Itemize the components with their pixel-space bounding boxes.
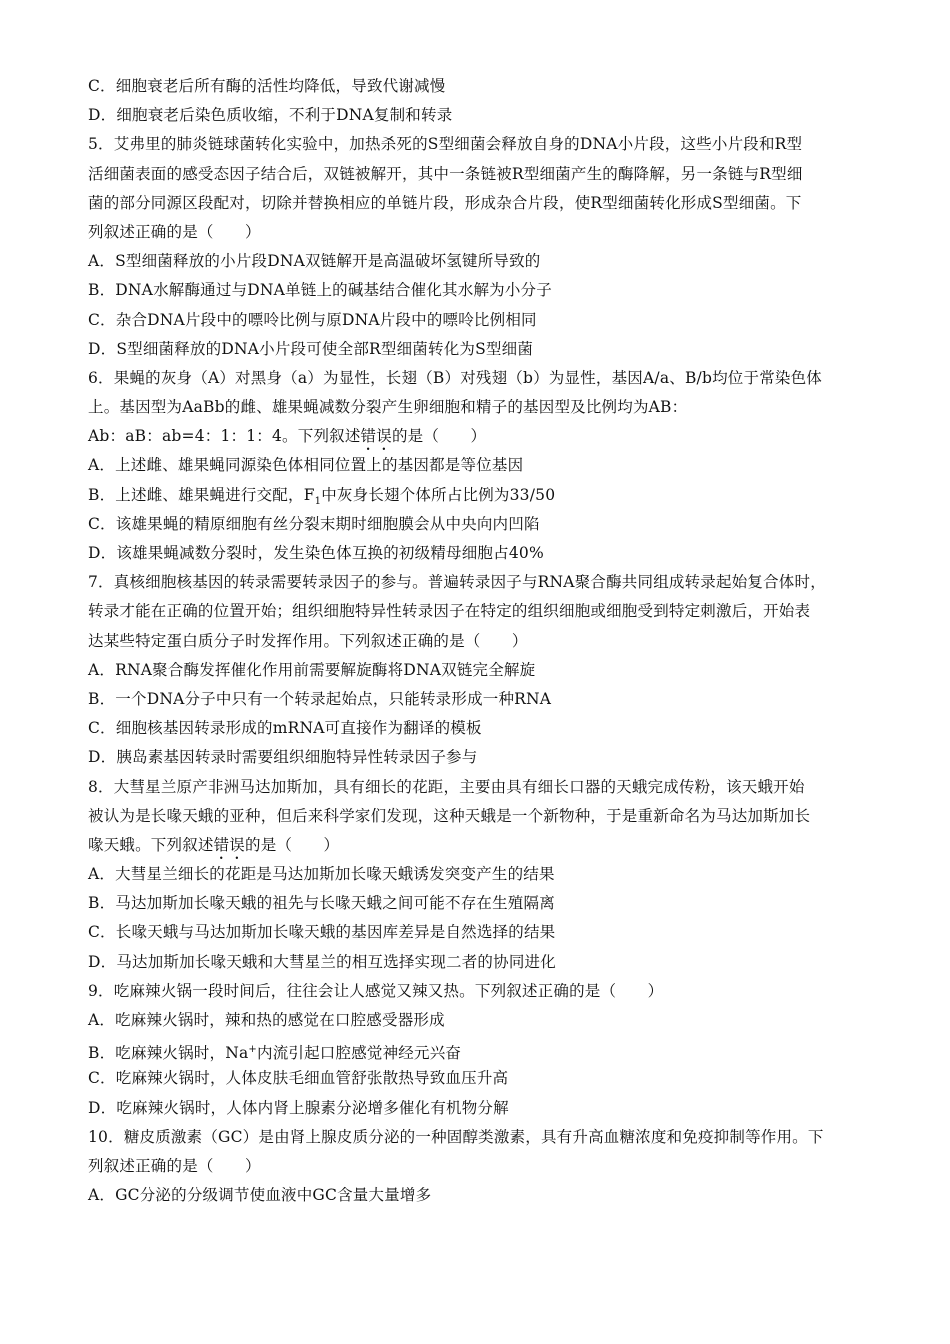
q9-option-a: A．吃麻辣火锅时，辣和热的感觉在口腔感受器形成 bbox=[88, 1011, 445, 1029]
q10-stem-line-2: 列叙述正确的是（ ） bbox=[88, 1156, 261, 1175]
q9-option-b-text: B．吃麻辣火锅时，Na bbox=[88, 1044, 249, 1063]
q6-stem-line-2: 上。基因型为AaBb的雌、雄果蝇减数分裂产生卵细胞和精子的基因型及比例均为AB： bbox=[88, 398, 688, 417]
q7-option-d: D．胰岛素基因转录时需要组织细胞特异性转录因子参与 bbox=[88, 748, 478, 767]
q8-option-b: B．马达加斯加长喙天蛾的祖先与长喙天蛾之间可能不存在生殖隔离 bbox=[88, 894, 555, 913]
q9-option-b-rest: 内流引起口腔感觉神经元兴奋 bbox=[257, 1044, 462, 1063]
q8-option-c: C．长喙天蛾与马达加斯加长喙天蛾的基因库差异是自然选择的结果 bbox=[88, 923, 556, 942]
q10-stem-line-1: 10．糖皮质激素（GC）是由肾上腺皮质分泌的一种固醇类激素，具有升高血糖浓度和免疫抑制等作用。下 bbox=[88, 1127, 824, 1146]
q4-option-d: D．细胞衰老后染色质收缩，不利于DNA复制和转录 bbox=[88, 106, 453, 125]
q8-option-a: A．大彗星兰细长的花距是马达加斯加长喙天蛾诱发突变产生的结果 bbox=[88, 865, 555, 884]
q5-option-c: C．杂合DNA片段中的嘌呤比例与原DNA片段中的嘌呤比例相同 bbox=[88, 310, 537, 329]
q5-stem-line-4: 列叙述正确的是（ ） bbox=[88, 222, 261, 241]
q7-stem-line-1: 7．真核细胞核基因的转录需要转录因子的参与。普遍转录因子与RNA聚合酶共同组成转录起始复合体时， bbox=[88, 573, 826, 592]
q5-stem-line-2: 活细菌表面的感受态因子结合后，双链被解开，其中一条链被R型细菌产生的酶降解，另一条链与R型细 bbox=[88, 164, 803, 183]
q5-option-a: A．S型细菌释放的小片段DNA双链解开是高温破坏氢键所导致的 bbox=[88, 252, 541, 271]
q8-emphasis-cuowu: 错误 bbox=[213, 835, 246, 854]
q5-stem-line-3: 菌的部分同源区段配对，切除并替换相应的单链片段，形成杂合片段，使R型细菌转化形成S型细菌。下 bbox=[88, 193, 802, 212]
q6-option-b-text: B．上述雌、雄果蝇进行交配，F bbox=[88, 485, 315, 504]
q7-option-a: A．RNA聚合酶发挥催化作用前需要解旋酶将DNA双链完全解旋 bbox=[88, 660, 536, 679]
q7-stem-line-2: 转录才能在正确的位置开始；组织细胞特异性转录因子在特定的组织细胞或细胞受到特定刺激后，开始表 bbox=[88, 602, 811, 621]
q6-stem-suffix: 的是（ ） bbox=[391, 427, 487, 446]
q5-option-d: D．S型细菌释放的DNA小片段可使全部R型细菌转化为S型细菌 bbox=[88, 339, 534, 358]
q7-option-c: C．细胞核基因转录形成的mRNA可直接作为翻译的模板 bbox=[88, 719, 482, 738]
q5-stem-line-1: 5．艾弗里的肺炎链球菌转化实验中，加热杀死的S型细菌会释放自身的DNA小片段，这些小片段和R型 bbox=[88, 135, 803, 154]
q6-option-d: D．该雄果蝇减数分裂时，发生染色体互换的初级精母细胞占40% bbox=[88, 544, 544, 562]
q7-option-b: B．一个DNA分子中只有一个转录起始点，只能转录形成一种RNA bbox=[88, 689, 552, 708]
q5-option-b: B．DNA水解酶通过与DNA单链上的碱基结合催化其水解为小分子 bbox=[88, 281, 552, 300]
q6-option-c: C．该雄果蝇的精原细胞有丝分裂末期时细胞膜会从中央向内凹陷 bbox=[88, 514, 540, 533]
q8-stem-line-2: 被认为是长喙天蛾的亚种，但后来科学家们发现，这种天蛾是一个新物种，于是重新命名为马达加斯加长 bbox=[88, 806, 811, 825]
q6-emphasis-cuowu: 错误 bbox=[360, 427, 392, 446]
q6-stem-line-1: 6．果蝇的灰身（A）对黑身（a）为显性，长翅（B）对残翅（b）为显性，基因A/a、B/b均位于常染色体 bbox=[88, 368, 823, 387]
q6-option-a: A．上述雌、雄果蝇同源染色体相同位置上的基因都是等位基因 bbox=[88, 456, 524, 475]
q9-option-d: D．吃麻辣火锅时，人体内肾上腺素分泌增多催化有机物分解 bbox=[88, 1098, 509, 1117]
q8-stem-line-1: 8．大彗星兰原产非洲马达加斯加，具有细长的花距，主要由具有细长口器的天蛾完成传粉，该天蛾开始 bbox=[88, 777, 805, 796]
q6-stem-text: Ab：aB：ab=4：1：1：4。下列叙述 bbox=[88, 427, 361, 446]
q9-stem: 9．吃麻辣火锅一段时间后，往往会让人感觉又辣又热。下列叙述正确的是（ ） bbox=[88, 981, 664, 1000]
exam-page bbox=[88, 72, 878, 1210]
q9-option-b-superscript: + bbox=[248, 1044, 257, 1056]
q8-stem-text: 喙天蛾。下列叙述 bbox=[88, 835, 214, 854]
q8-stem-suffix: 的是（ ） bbox=[245, 835, 340, 854]
q9-option-b bbox=[88, 1035, 878, 1064]
q8-stem-line-3 bbox=[88, 831, 878, 860]
q6-option-b-subscript: 1 bbox=[314, 495, 322, 507]
q8-option-d: D．马达加斯加长喙天蛾和大彗星兰的相互选择实现二者的协同进化 bbox=[88, 952, 556, 971]
q6-option-b bbox=[88, 481, 878, 510]
q6-stem-line-3 bbox=[88, 422, 878, 451]
q4-option-c: C．细胞衰老后所有酶的活性均降低，导致代谢减慢 bbox=[88, 77, 446, 95]
q6-option-b-rest: 中灰身长翅个体所占比例为33/50 bbox=[321, 485, 556, 504]
q9-option-c: C．吃麻辣火锅时，人体皮肤毛细血管舒张散热导致血压升高 bbox=[88, 1069, 509, 1088]
q7-stem-line-3: 达某些特定蛋白质分子时发挥作用。下列叙述正确的是（ ） bbox=[88, 631, 528, 650]
q10-option-a: A．GC分泌的分级调节使血液中GC含量大量增多 bbox=[88, 1186, 432, 1205]
